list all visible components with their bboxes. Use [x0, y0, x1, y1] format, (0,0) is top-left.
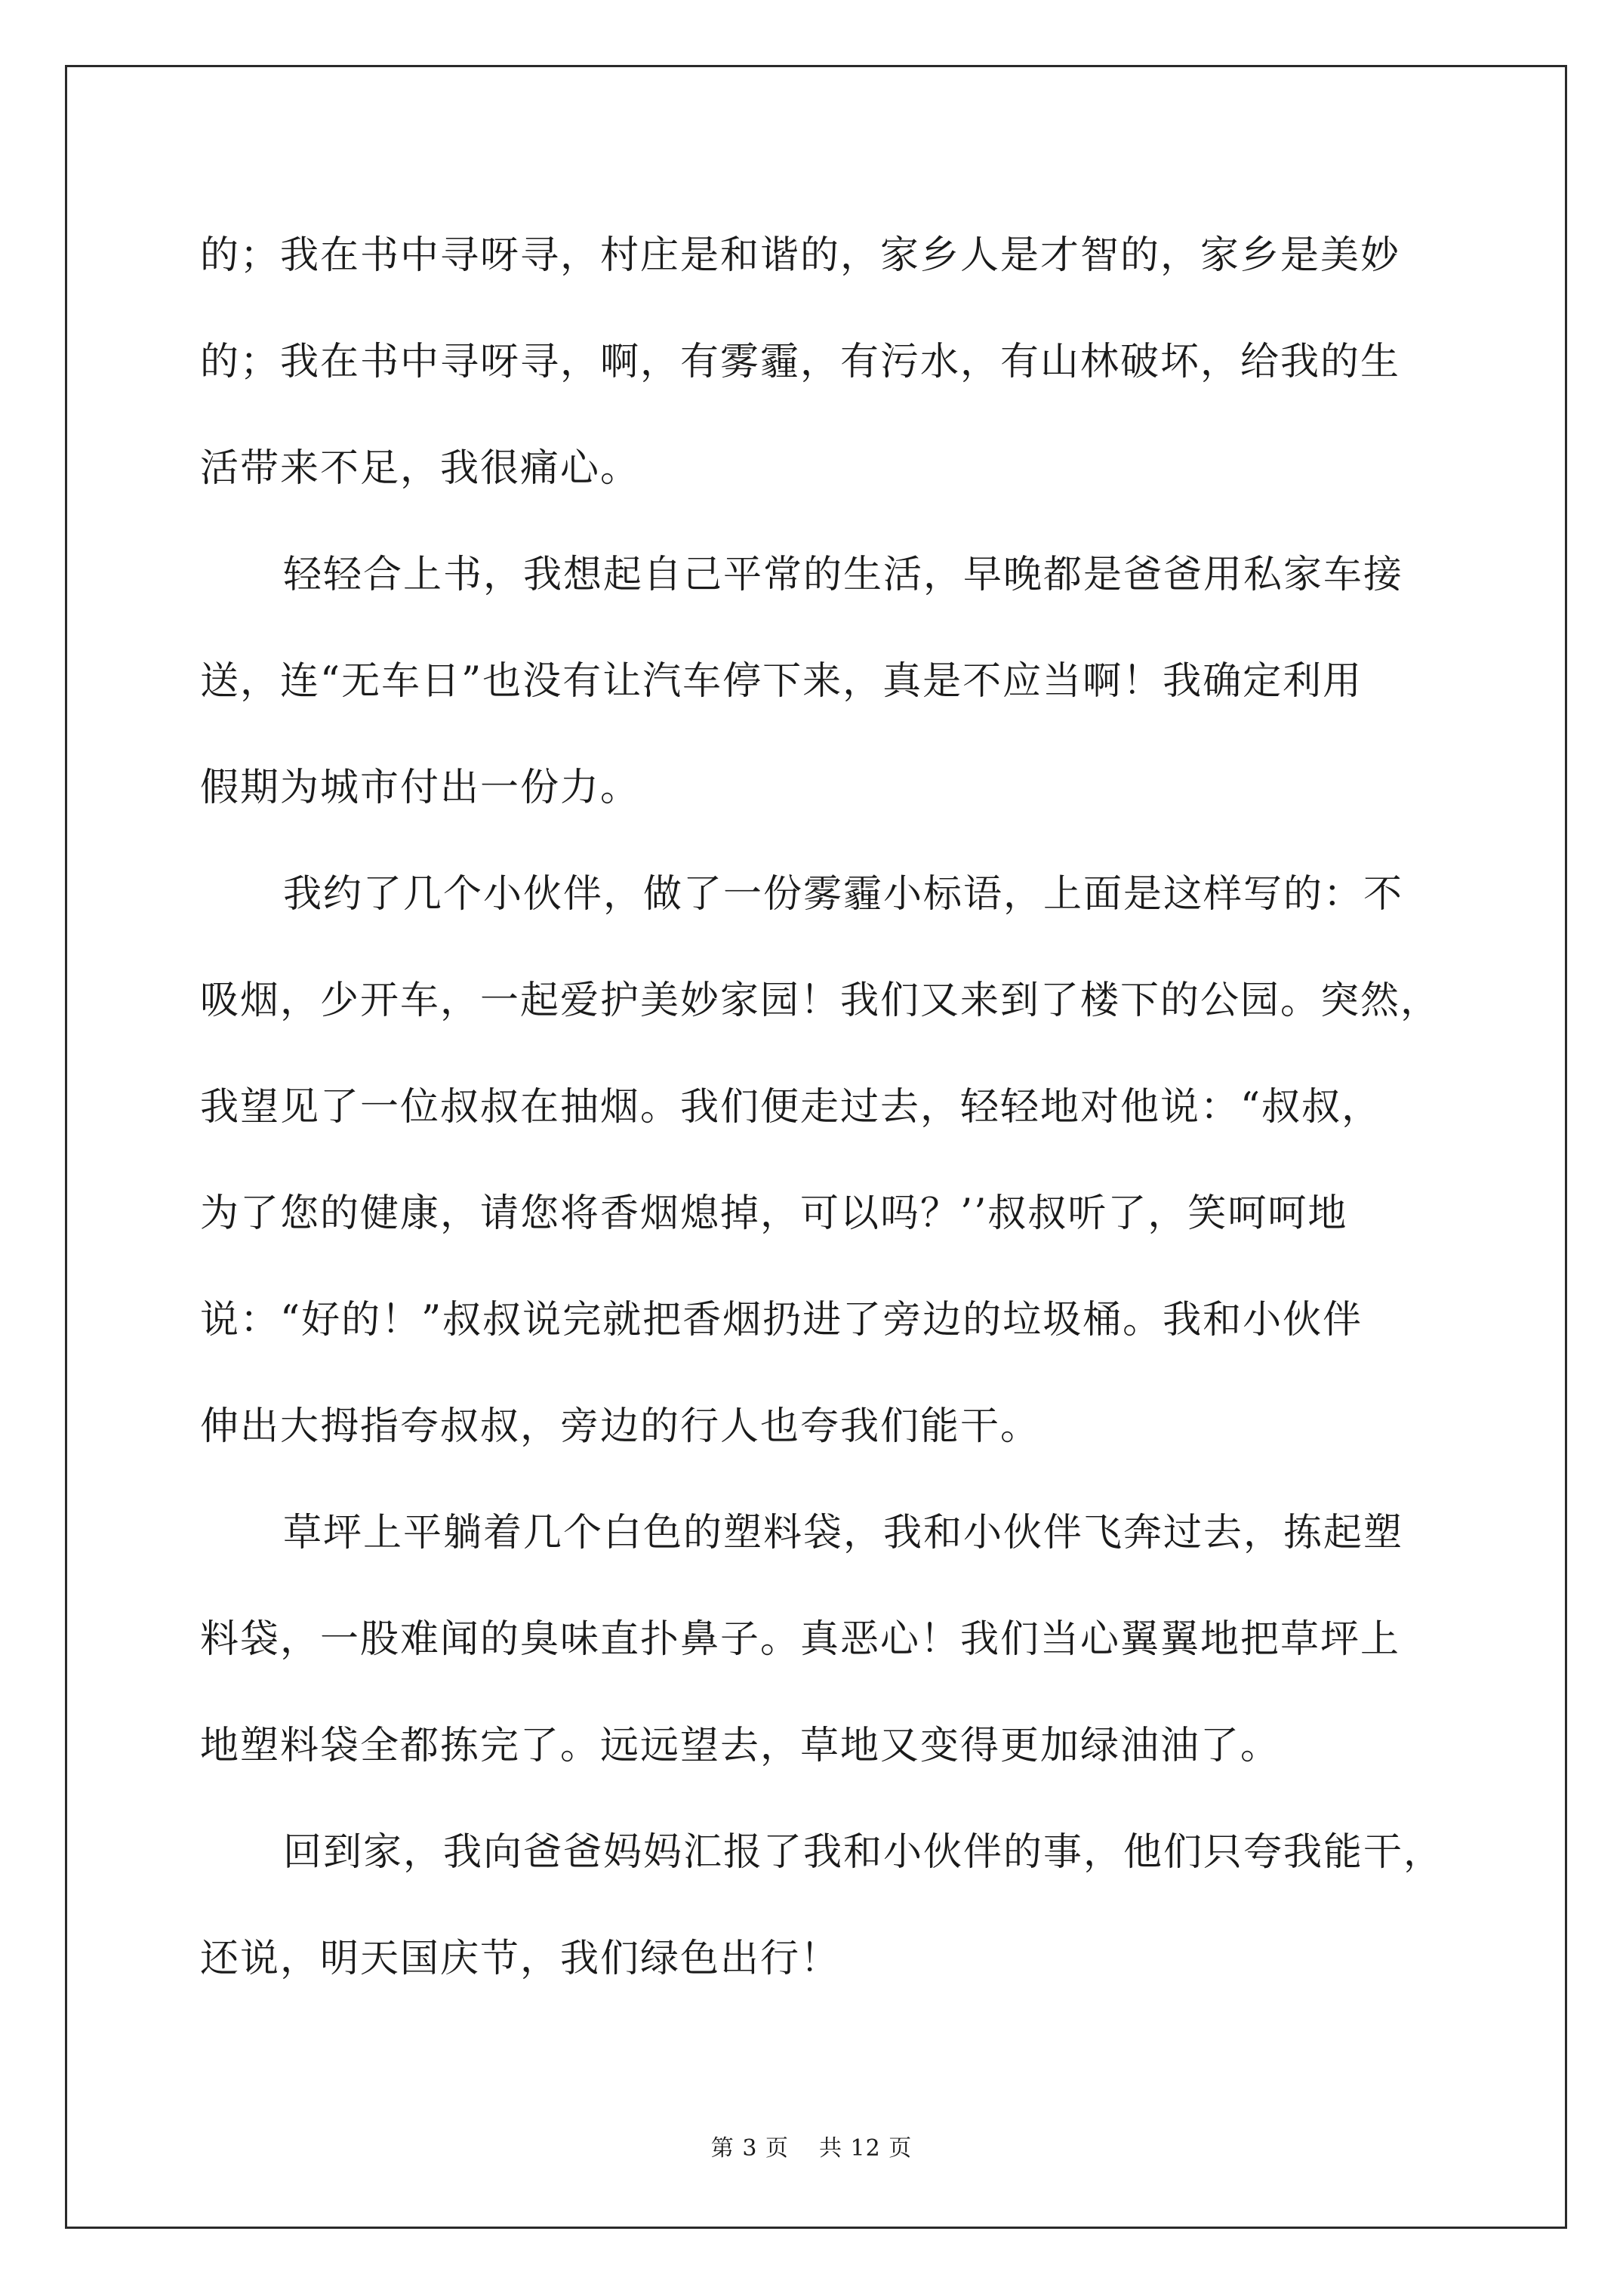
- text-line: 还说，明天国庆节，我们绿色出行！: [200, 1937, 841, 1981]
- text-line: 送，连“无车日”也没有让汽车停下来，真是不应当啊！我确定利用: [200, 659, 1363, 704]
- text-line: 活带来不足，我很痛心。: [200, 446, 641, 491]
- text-line: 我约了几个小伙伴，做了一份雾霾小标语，上面是这样写的：不: [283, 872, 1404, 917]
- paragraph-4: [200, 1480, 1438, 1799]
- text-line: 的；我在书中寻呀寻，村庄是和谐的，家乡人是才智的，家乡是美妙: [200, 233, 1401, 278]
- text-line: 轻轻合上书，我想起自己平常的生活，早晚都是爸爸用私家车接: [283, 553, 1404, 597]
- paragraph-3: [200, 841, 1441, 1480]
- text-line: 的；我在书中寻呀寻，啊，有雾霾，有污水，有山林破坏，给我的生: [200, 340, 1401, 384]
- text-line: 伸出大拇指夸叔叔，旁边的行人也夸我们能干。: [200, 1404, 1041, 1449]
- text-line: 草坪上平躺着几个白色的塑料袋，我和小伙伴飞奔过去，拣起塑: [283, 1511, 1404, 1555]
- text-line: 假期为城市付出一份力。: [200, 766, 641, 810]
- text-line: 说：“好的！”叔叔说完就把香烟扔进了旁边的垃圾桶。我和小伙伴: [200, 1298, 1363, 1342]
- paragraph-1: [200, 202, 1438, 522]
- page-total: 共 12 页: [818, 2135, 913, 2162]
- text-line: 为了您的健康，请您将香烟熄掉，可以吗？’’叔叔听了，笑呵呵地: [200, 1191, 1348, 1236]
- paragraph-2: [200, 522, 1438, 841]
- text-line: 吸烟，少开车，一起爱护美妙家园！我们又来到了楼下的公园。突然，: [200, 978, 1441, 1023]
- text-line: 料袋，一股难闻的臭味直扑鼻子。真恶心！我们当心翼翼地把草坪上: [200, 1617, 1401, 1662]
- text-line: 我望见了一位叔叔在抽烟。我们便走过去，轻轻地对他说：“叔叔，: [200, 1085, 1382, 1130]
- text-line: 回到家，我向爸爸妈妈汇报了我和小伙伴的事，他们只夸我能干，: [283, 1830, 1444, 1875]
- page-number: 第 3 页: [710, 2135, 789, 2162]
- page-footer: [0, 2129, 1623, 2162]
- text-line: 地塑料袋全都拣完了。远远望去，草地又变得更加绿油油了。: [200, 1724, 1281, 1768]
- document-body: [200, 202, 1444, 2012]
- paragraph-5: [200, 1799, 1444, 2012]
